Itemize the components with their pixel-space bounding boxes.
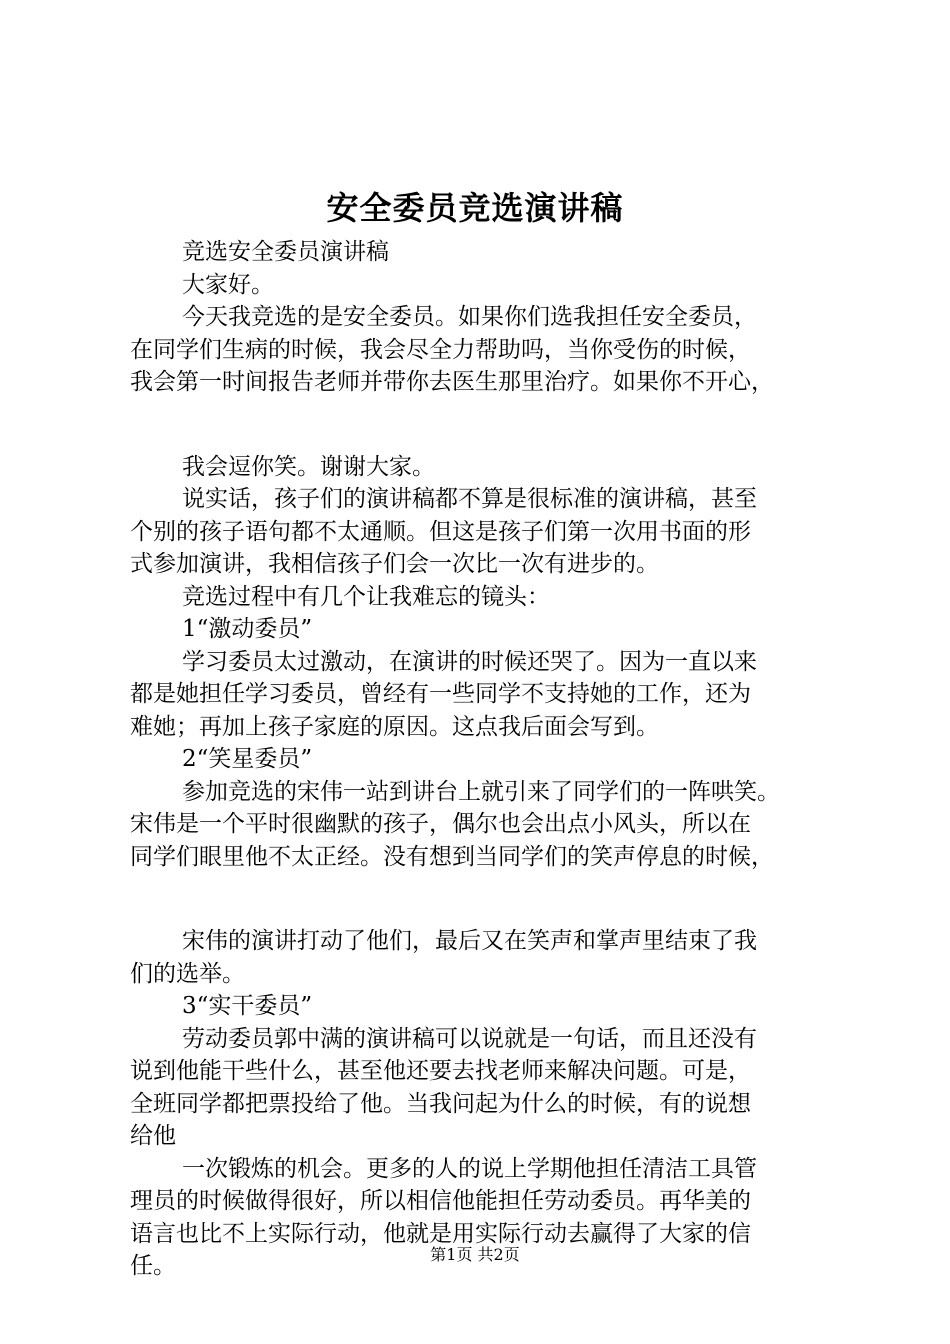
page-break-gap bbox=[130, 873, 830, 925]
paragraph-line: 任。 bbox=[130, 1253, 176, 1279]
page-footer: 第1页 共2页 bbox=[430, 1245, 520, 1264]
paragraph-line: 今天我竞选的是安全委员。如果你们选我担任安全委员， bbox=[182, 304, 757, 330]
paragraph-line: 说实话，孩子们的演讲稿都不算是很标准的演讲稿，甚至 bbox=[182, 486, 757, 512]
section-heading: 2“笑星委员” bbox=[182, 746, 313, 772]
paragraph-line: 全班同学都把票投给了他。当我问起为什么的时候，有的说想 bbox=[130, 1090, 751, 1117]
paragraph-line: 们的选举。 bbox=[130, 960, 245, 987]
section-heading: 3“实干委员” bbox=[182, 993, 313, 1019]
paragraph-line: 式参加演讲，我相信孩子们会一次比一次有进步的。 bbox=[130, 551, 659, 577]
paragraph-line: 给他 bbox=[130, 1123, 176, 1149]
document-body bbox=[130, 236, 830, 1283]
paragraph-line: 理员的时候做得很好，所以相信他能担任劳动委员。再华美的 bbox=[130, 1188, 751, 1214]
paragraph-line: 同学们眼里他不太正经。没有想到当同学们的笑声停息的时候， bbox=[130, 843, 774, 870]
paragraph-line: 竞选安全委员演讲稿 bbox=[182, 239, 389, 265]
paragraph-line: 劳动委员郭中满的演讲稿可以说就是一句话，而且还没有 bbox=[182, 1025, 757, 1052]
paragraph-line: 学习委员太过激动，在演讲的时候还哭了。因为一直以来 bbox=[182, 648, 757, 675]
page-break-gap bbox=[130, 399, 830, 451]
paragraph-line: 竞选过程中有几个让我难忘的镜头： bbox=[182, 583, 550, 610]
paragraph-line: 一次锻炼的机会。更多的人的说上学期他担任清洁工具管 bbox=[182, 1155, 757, 1182]
paragraph-line: 在同学们生病的时候，我会尽全力帮助吗，当你受伤的时候， bbox=[130, 336, 751, 363]
paragraph-line: 宋伟是一个平时很幽默的孩子，偶尔也会出点小风头，所以在 bbox=[130, 811, 751, 837]
paragraph-line: 大家好。 bbox=[182, 271, 274, 298]
document-title: 安全委员竞选演讲稿 bbox=[326, 189, 624, 227]
paragraph-line: 语言也比不上实际行动，他就是用实际行动去赢得了大家的信 bbox=[130, 1220, 751, 1247]
paragraph-line: 都是她担任学习委员，曾经有一些同学不支持她的工作，还为 bbox=[130, 681, 751, 707]
paragraph-line: 我会逗你笑。谢谢大家。 bbox=[182, 453, 435, 480]
paragraph-line: 个别的孩子语句都不太通顺。但这是孩子们第一次用书面的形 bbox=[130, 518, 751, 545]
paragraph-line: 参加竞选的宋伟一站到讲台上就引来了同学们的一阵哄笑。 bbox=[182, 778, 780, 805]
paragraph-line: 宋伟的演讲打动了他们，最后又在笑声和掌声里结束了我 bbox=[182, 928, 757, 954]
section-heading: 1“激动委员” bbox=[182, 616, 313, 642]
paragraph-line: 我会第一时间报告老师并带你去医生那里治疗。如果你不开心， bbox=[130, 369, 774, 395]
paragraph-line: 难她；再加上孩子家庭的原因。这点我后面会写到。 bbox=[130, 713, 659, 740]
paragraph-line: 说到他能干些什么，甚至他还要去找老师来解决问题。可是， bbox=[130, 1058, 751, 1084]
